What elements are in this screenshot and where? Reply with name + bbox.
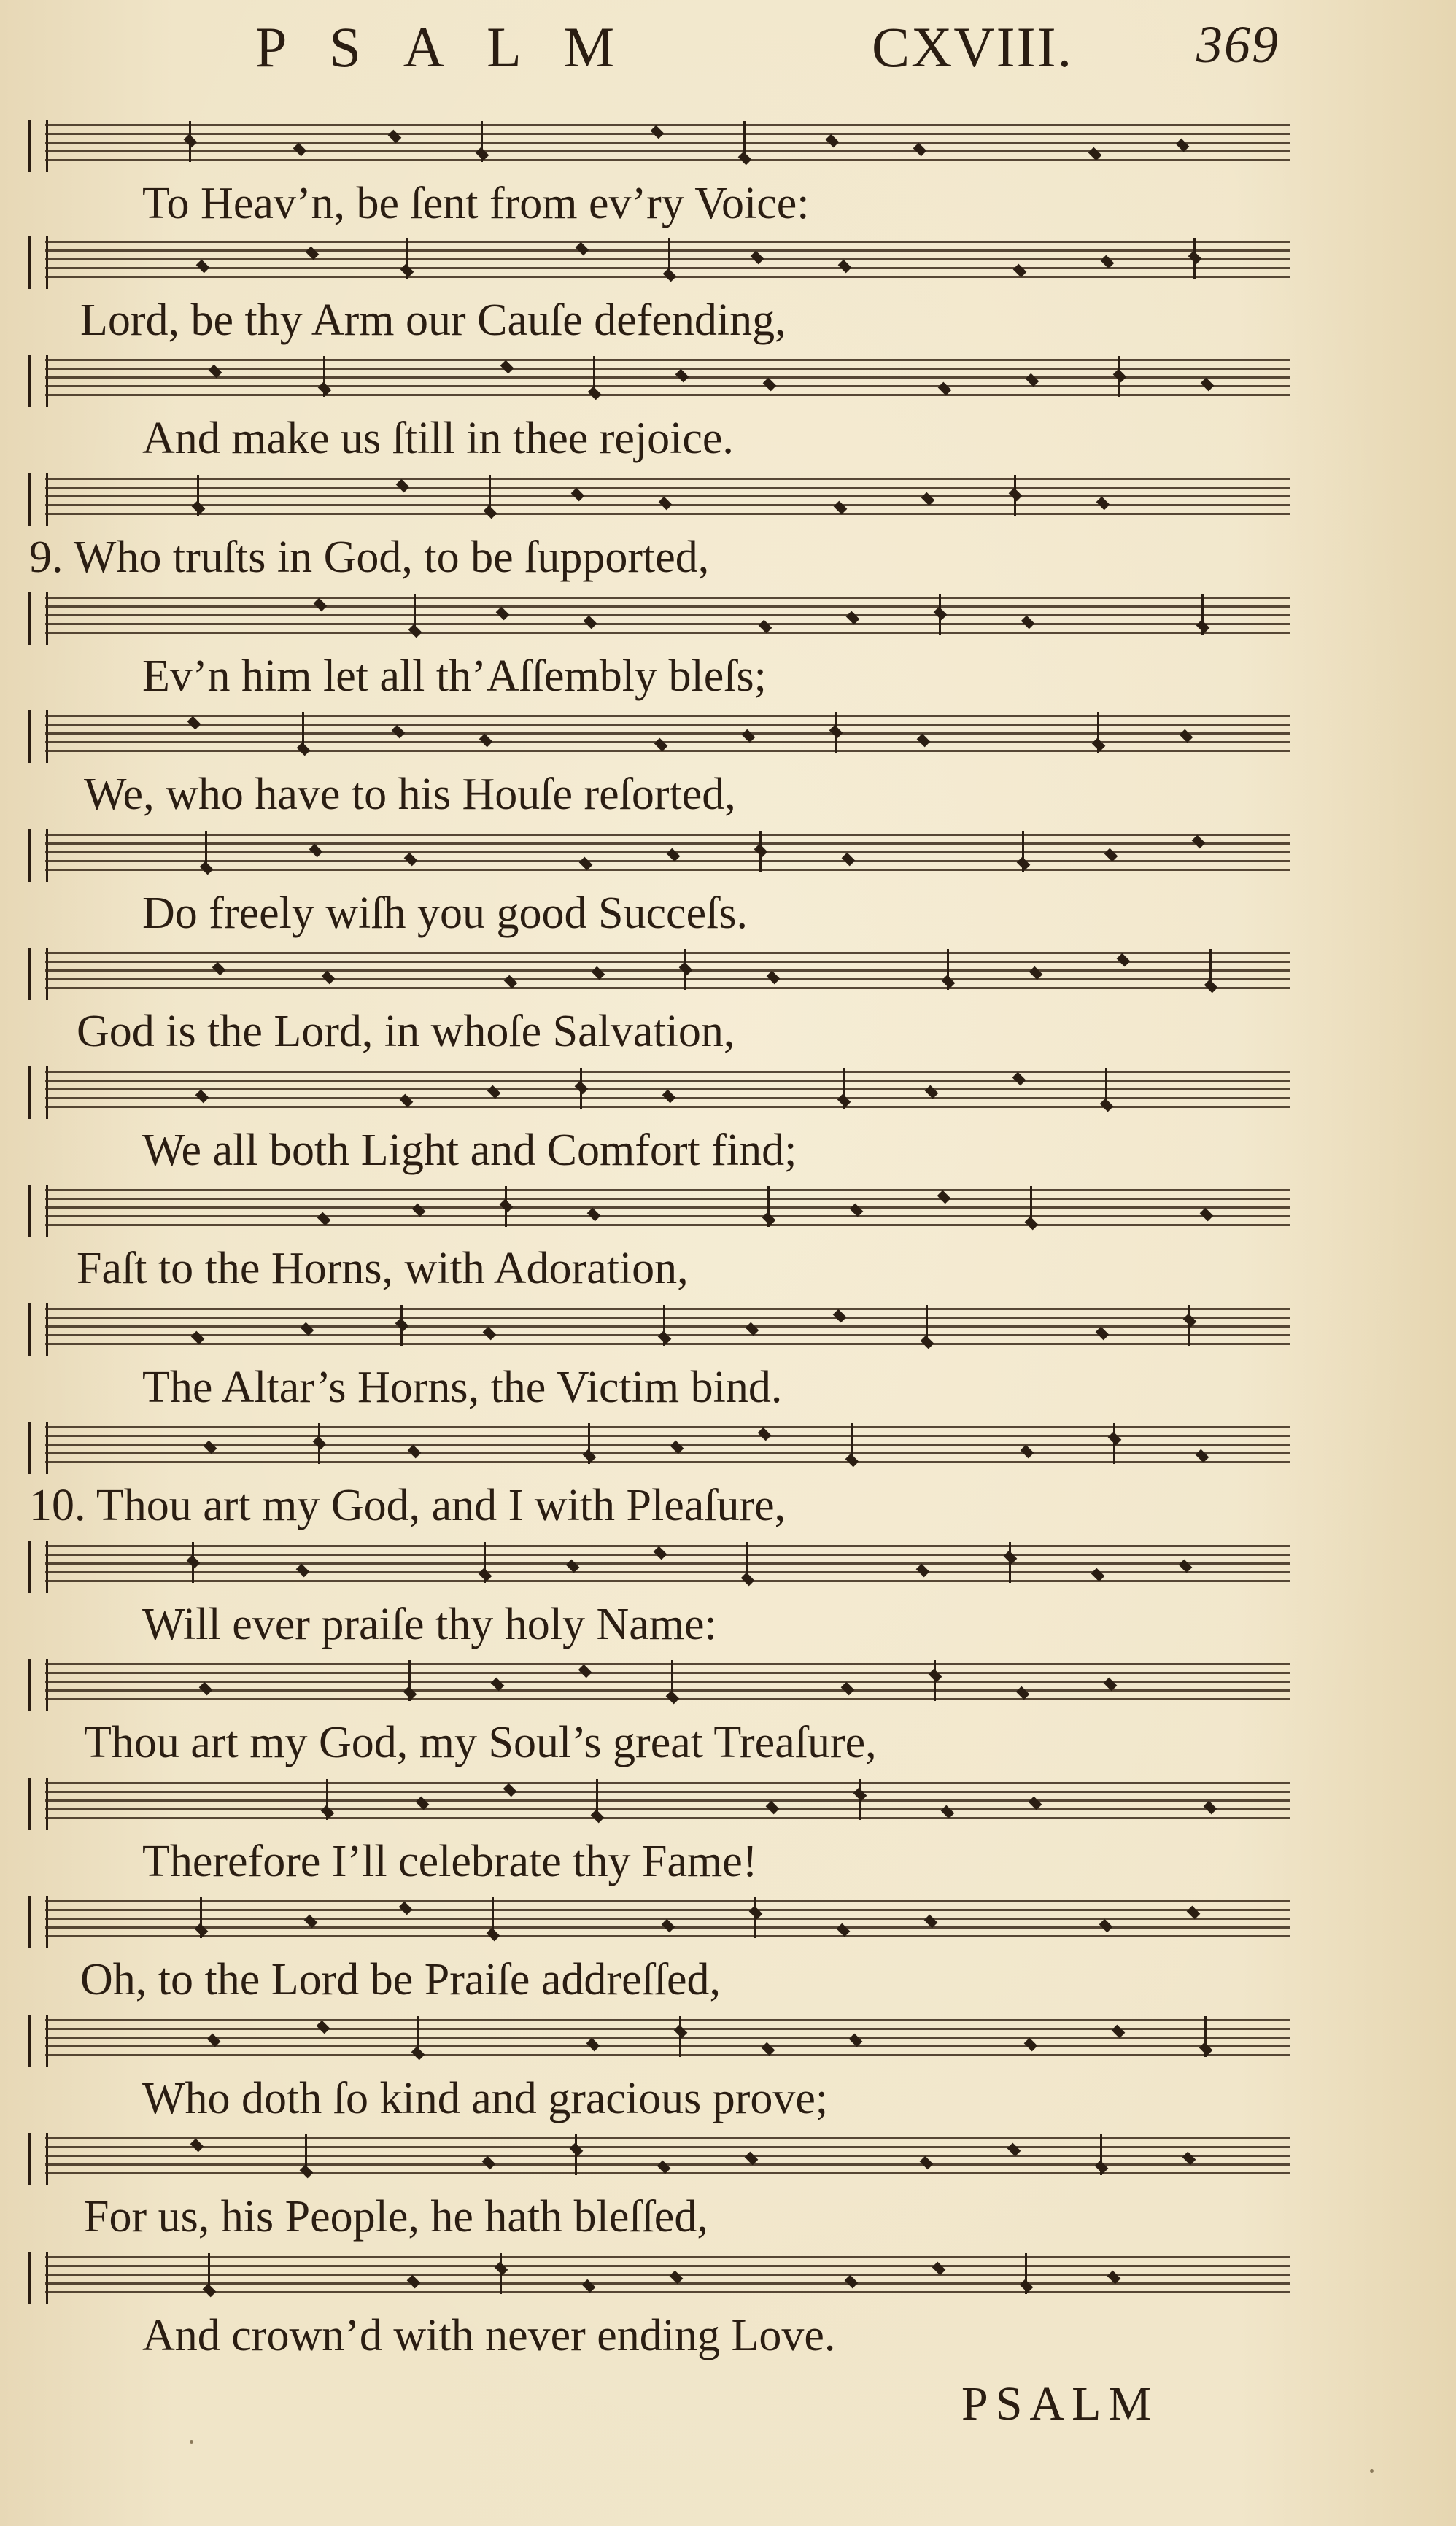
music-staff bbox=[28, 1663, 1290, 1707]
lyric-line: For us, his People, he hath bleſſed, bbox=[84, 2192, 708, 2242]
note-stem bbox=[489, 475, 491, 516]
note-stem bbox=[1193, 238, 1196, 279]
note-stem bbox=[302, 712, 304, 753]
music-staff bbox=[28, 2256, 1290, 2300]
note-stem bbox=[754, 1897, 756, 1938]
note-stem bbox=[1030, 1186, 1032, 1227]
music-staff bbox=[28, 2019, 1290, 2063]
lyric-line: Do freely wiſh you good Succeſs. bbox=[142, 888, 748, 938]
music-staff bbox=[28, 597, 1290, 640]
note-stem bbox=[679, 2016, 681, 2057]
note-stem bbox=[1113, 1423, 1115, 1464]
note-stem bbox=[684, 949, 686, 990]
lyric-line: And crown’d with never ending Love. bbox=[142, 2311, 836, 2360]
note-stem bbox=[759, 831, 762, 872]
note-stem bbox=[318, 1423, 320, 1464]
note-stem bbox=[305, 2134, 307, 2175]
lyric-line: Who doth ſo kind and gracious prove; bbox=[142, 2074, 829, 2123]
page-number: 369 bbox=[1196, 15, 1279, 74]
note-stem bbox=[200, 1897, 202, 1938]
note-stem bbox=[939, 594, 941, 635]
note-stem bbox=[189, 121, 191, 162]
note-stem bbox=[192, 1542, 194, 1583]
lyric-line: The Altar’s Horns, the Victim bind. bbox=[142, 1363, 783, 1412]
note-stem bbox=[1014, 475, 1016, 516]
note-stem bbox=[197, 475, 199, 516]
lyric-line: Ev’n him let all th’Aſſembly bleſs; bbox=[142, 651, 767, 701]
note-stem bbox=[323, 356, 325, 397]
note-stem bbox=[406, 238, 408, 279]
note-stem bbox=[1097, 712, 1099, 753]
note-stem bbox=[668, 238, 670, 279]
music-staff bbox=[28, 715, 1290, 759]
music-staff bbox=[28, 2137, 1290, 2181]
music-staff bbox=[28, 241, 1290, 284]
note-stem bbox=[859, 1779, 861, 1820]
note-stem bbox=[663, 1305, 665, 1346]
lyric-line: To Heav’n, be ſent from ev’ry Voice: bbox=[142, 179, 810, 228]
note-stem bbox=[1100, 2134, 1102, 2175]
music-staff bbox=[28, 478, 1290, 522]
note-stem bbox=[1025, 2253, 1027, 2294]
note-stem bbox=[843, 1068, 845, 1109]
music-staff bbox=[28, 359, 1290, 403]
lyric-line: 9. Who truſts in God, to be ſupported, bbox=[29, 532, 710, 582]
note-stem bbox=[575, 2134, 577, 2175]
note-stem bbox=[835, 712, 837, 753]
note-stem bbox=[1209, 949, 1212, 990]
header-psalm-number: CXVIII. bbox=[872, 15, 1074, 79]
lyric-line: Thou art my God, my Soul’s great Treaſure, bbox=[84, 1718, 877, 1767]
music-staff bbox=[28, 1900, 1290, 1944]
lyric-line: Lord, be thy Arm our Cauſe defending, bbox=[80, 295, 786, 345]
note-stem bbox=[851, 1423, 853, 1464]
lyric-line: God is the Lord, in whoſe Salvation, bbox=[77, 1007, 735, 1056]
note-stem bbox=[926, 1305, 928, 1346]
note-stem bbox=[484, 1542, 486, 1583]
lyric-line: Oh, to the Lord be Praiſe addreſſed, bbox=[80, 1955, 721, 2004]
lyric-line: Faſt to the Horns, with Adoration, bbox=[77, 1244, 689, 1293]
lyric-line: 10. Thou art my God, and I with Pleaſure, bbox=[29, 1481, 786, 1530]
note-stem bbox=[746, 1542, 748, 1583]
note-stem bbox=[588, 1423, 590, 1464]
note-stem bbox=[400, 1305, 403, 1346]
catchword: PSALM bbox=[961, 2377, 1159, 2430]
note-stem bbox=[1118, 356, 1120, 397]
paper-speck bbox=[190, 2440, 193, 2444]
note-stem bbox=[481, 121, 483, 162]
music-staff bbox=[28, 1426, 1290, 1470]
note-stem bbox=[500, 2253, 502, 2294]
lyric-line: We, who have to his Houſe reſorted, bbox=[84, 770, 736, 819]
note-stem bbox=[414, 594, 416, 635]
note-stem bbox=[417, 2016, 419, 2057]
header-psalm-word: PSALM bbox=[255, 15, 657, 79]
note-stem bbox=[1022, 831, 1024, 872]
note-stem bbox=[1105, 1068, 1107, 1109]
note-stem bbox=[208, 2253, 210, 2294]
note-stem bbox=[408, 1660, 411, 1701]
note-stem bbox=[671, 1660, 673, 1701]
note-stem bbox=[1188, 1305, 1190, 1346]
note-stem bbox=[492, 1897, 494, 1938]
music-staff bbox=[28, 952, 1290, 996]
note-stem bbox=[326, 1779, 328, 1820]
lyric-line: We all both Light and Comfort find; bbox=[142, 1126, 797, 1175]
note-stem bbox=[947, 949, 949, 990]
note-stem bbox=[934, 1660, 936, 1701]
music-staff bbox=[28, 1545, 1290, 1589]
note-stem bbox=[205, 831, 207, 872]
note-stem bbox=[596, 1779, 598, 1820]
paper-speck bbox=[1370, 2469, 1374, 2473]
music-staff bbox=[28, 1308, 1290, 1352]
note-stem bbox=[593, 356, 595, 397]
music-staff bbox=[28, 1071, 1290, 1115]
lyric-line: And make us ſtill in thee rejoice. bbox=[142, 414, 734, 463]
note-stem bbox=[580, 1068, 582, 1109]
music-staff bbox=[28, 1189, 1290, 1233]
music-staff bbox=[28, 1782, 1290, 1826]
note-stem bbox=[505, 1186, 507, 1227]
note-stem bbox=[1009, 1542, 1011, 1583]
note-stem bbox=[743, 121, 746, 162]
music-staff bbox=[28, 124, 1290, 168]
note-stem bbox=[1204, 2016, 1207, 2057]
note-stem bbox=[767, 1186, 770, 1227]
lyric-line: Will ever praiſe thy holy Name: bbox=[142, 1600, 717, 1649]
lyric-line: Therefore I’ll celebrate thy Fame! bbox=[142, 1837, 758, 1886]
music-staff bbox=[28, 834, 1290, 877]
note-stem bbox=[1201, 594, 1204, 635]
running-header bbox=[0, 15, 1456, 80]
